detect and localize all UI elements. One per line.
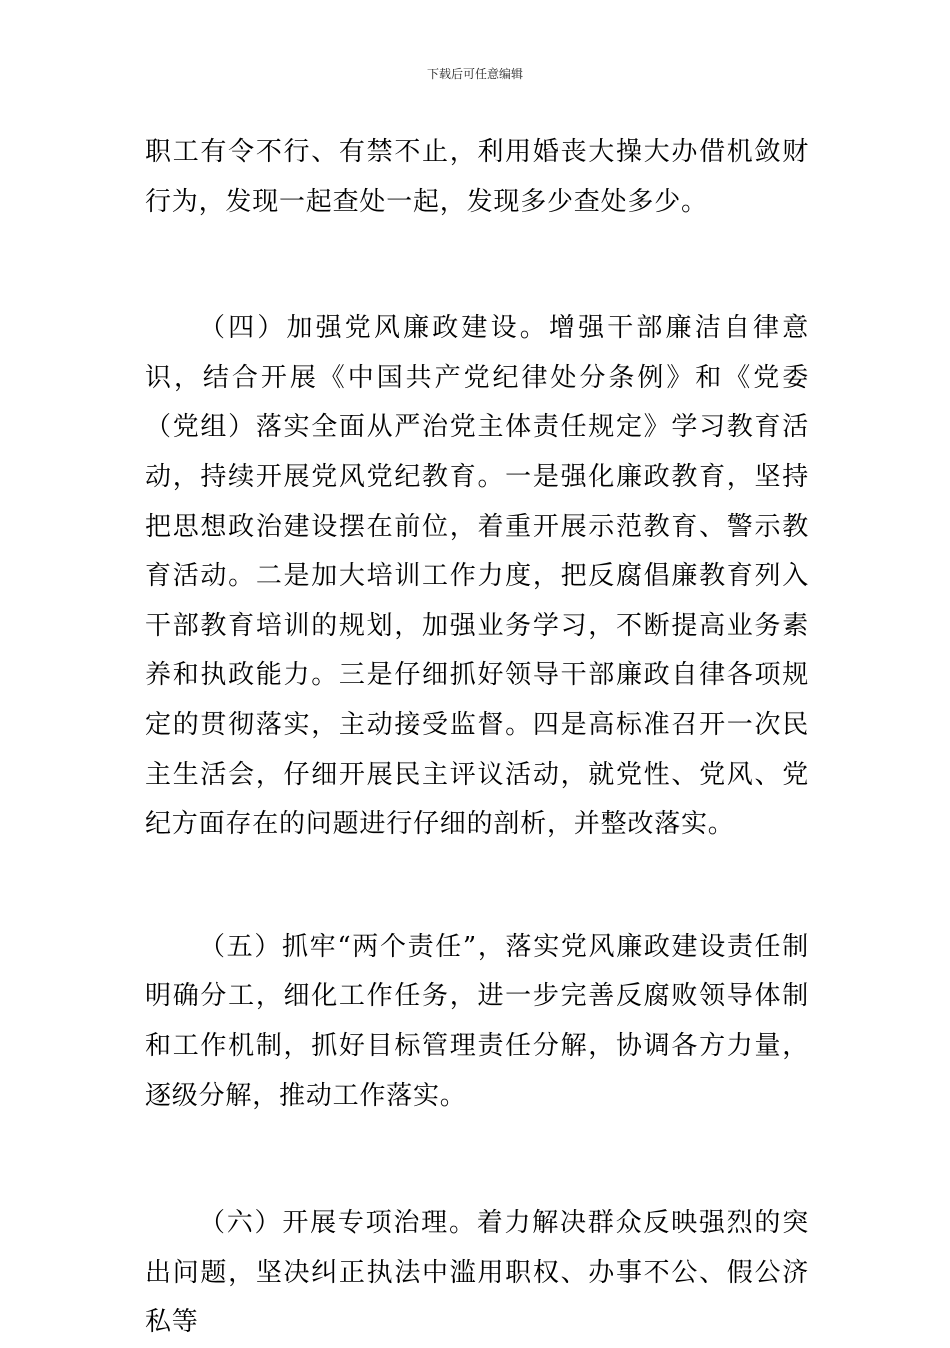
paragraph-continuation: 职工有令不行、有禁不止，利用婚丧大操大办借机敛财行为，发现一起查处一起，发现多少查处多少。 (145, 137, 809, 217)
page-header: 下载后可任意编辑 (426, 67, 523, 81)
document-body (145, 128, 809, 1348)
paragraph-spacer (145, 850, 809, 923)
paragraph-spacer (145, 1121, 809, 1199)
paragraph-section-6: （六）开展专项治理。着力解决群众反映强烈的突出问题，坚决纠正执法中滥用职权、办事不公、假公济私等 (145, 1208, 809, 1338)
paragraph-section-5: （五）抓牢“两个责任”，落实党风廉政建设责任制明确分工，细化工作任务，进一步完善反腐败领导体制和工作机制，抓好目标管理责任分解，协调各方力量，逐级分解，推动工作落实。 (145, 931, 809, 1111)
paragraph-section-4: （四）加强党风廉政建设。增强干部廉洁自律意识，结合开展《中国共产党纪律处分条例》和《党委（党组）落实全面从严治党主体责任规定》学习教育活动，持续开展党风党纪教育。一是强化廉政教育，坚持把思想政治建设摆在前位，着重开展示范教育、警示教育活动。二是加大培训工作力度，把反腐倡廉教育列入干部教育培训的规划，加强业务学习，不断提高业务素养和执政能力。三是仔细抓好领导干部廉政自律各项规定的贯彻落实，主动接受监督。四是高标准召开一次民主生活会，仔细开展民主评议活动，就党性、党风、党纪方面存在的问题进行仔细的剖析，并整改落实。 (145, 313, 809, 840)
paragraph-spacer (145, 227, 809, 304)
